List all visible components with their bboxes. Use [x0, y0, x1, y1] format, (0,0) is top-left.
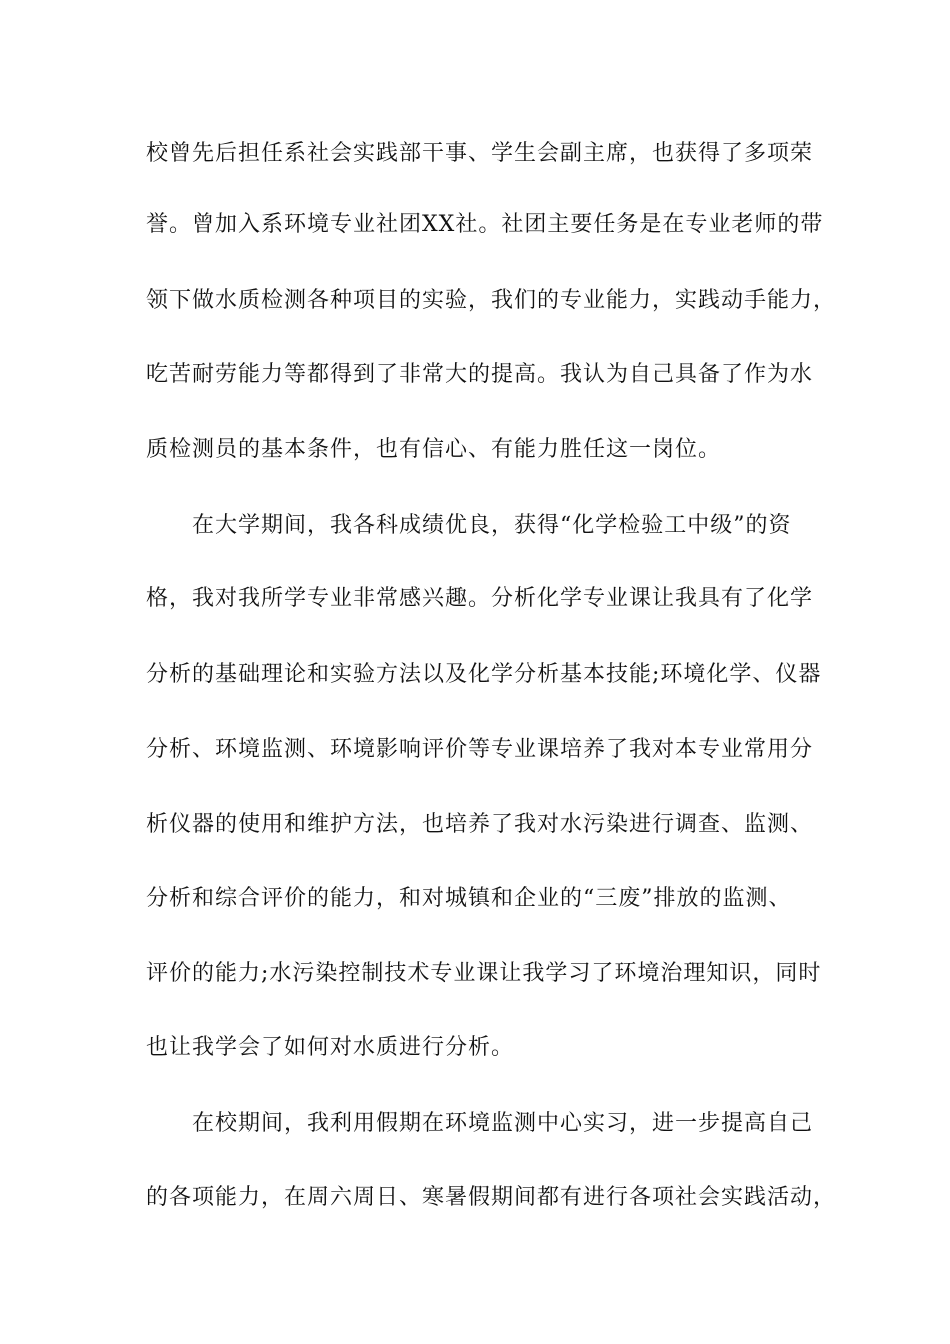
text-line: 领下做水质检测各种项目的实验，我们的专业能力，实践动手能力， — [146, 288, 837, 313]
text-line: 校曾先后担任系社会实践部干事、学生会副主席，也获得了多项荣 — [146, 141, 814, 166]
text-line: 分析、环境监测、环境影响评价等专业课培养了我对本专业常用分 — [146, 737, 814, 762]
text-line: 格，我对我所学专业非常感兴趣。分析化学专业课让我具有了化学 — [146, 586, 814, 611]
text-line: 评价的能力;水污染控制技术专业课让我学习了环境治理知识，同时 — [146, 961, 822, 986]
paragraph-start-line: 在校期间，我利用假期在环境监测中心实习，进一步提高自己 — [146, 1111, 814, 1136]
text-line: 分析和综合评价的能力，和对城镇和企业的“三废”排放的监测、 — [146, 886, 792, 911]
text-line: 质检测员的基本条件，也有信心、有能力胜任这一岗位。 — [146, 437, 722, 462]
text-line: 的各项能力，在周六周日、寒暑假期间都有进行各项社会实践活动， — [146, 1185, 837, 1210]
text-line: 分析的基础理论和实验方法以及化学分析基本技能;环境化学、仪器 — [146, 662, 822, 687]
paragraph-start-line: 在大学期间，我各科成绩优良，获得“化学检验工中级”的资 — [146, 513, 792, 538]
text-line: 誉。曾加入系环境专业社团XX社。社团主要任务是在专业老师的带 — [146, 212, 824, 237]
text-line: 吃苦耐劳能力等都得到了非常大的提高。我认为自己具备了作为水 — [146, 362, 814, 387]
text-line: 也让我学会了如何对水质进行分析。 — [146, 1035, 515, 1060]
text-line: 析仪器的使用和维护方法，也培养了我对水污染进行调查、监测、 — [146, 812, 814, 837]
